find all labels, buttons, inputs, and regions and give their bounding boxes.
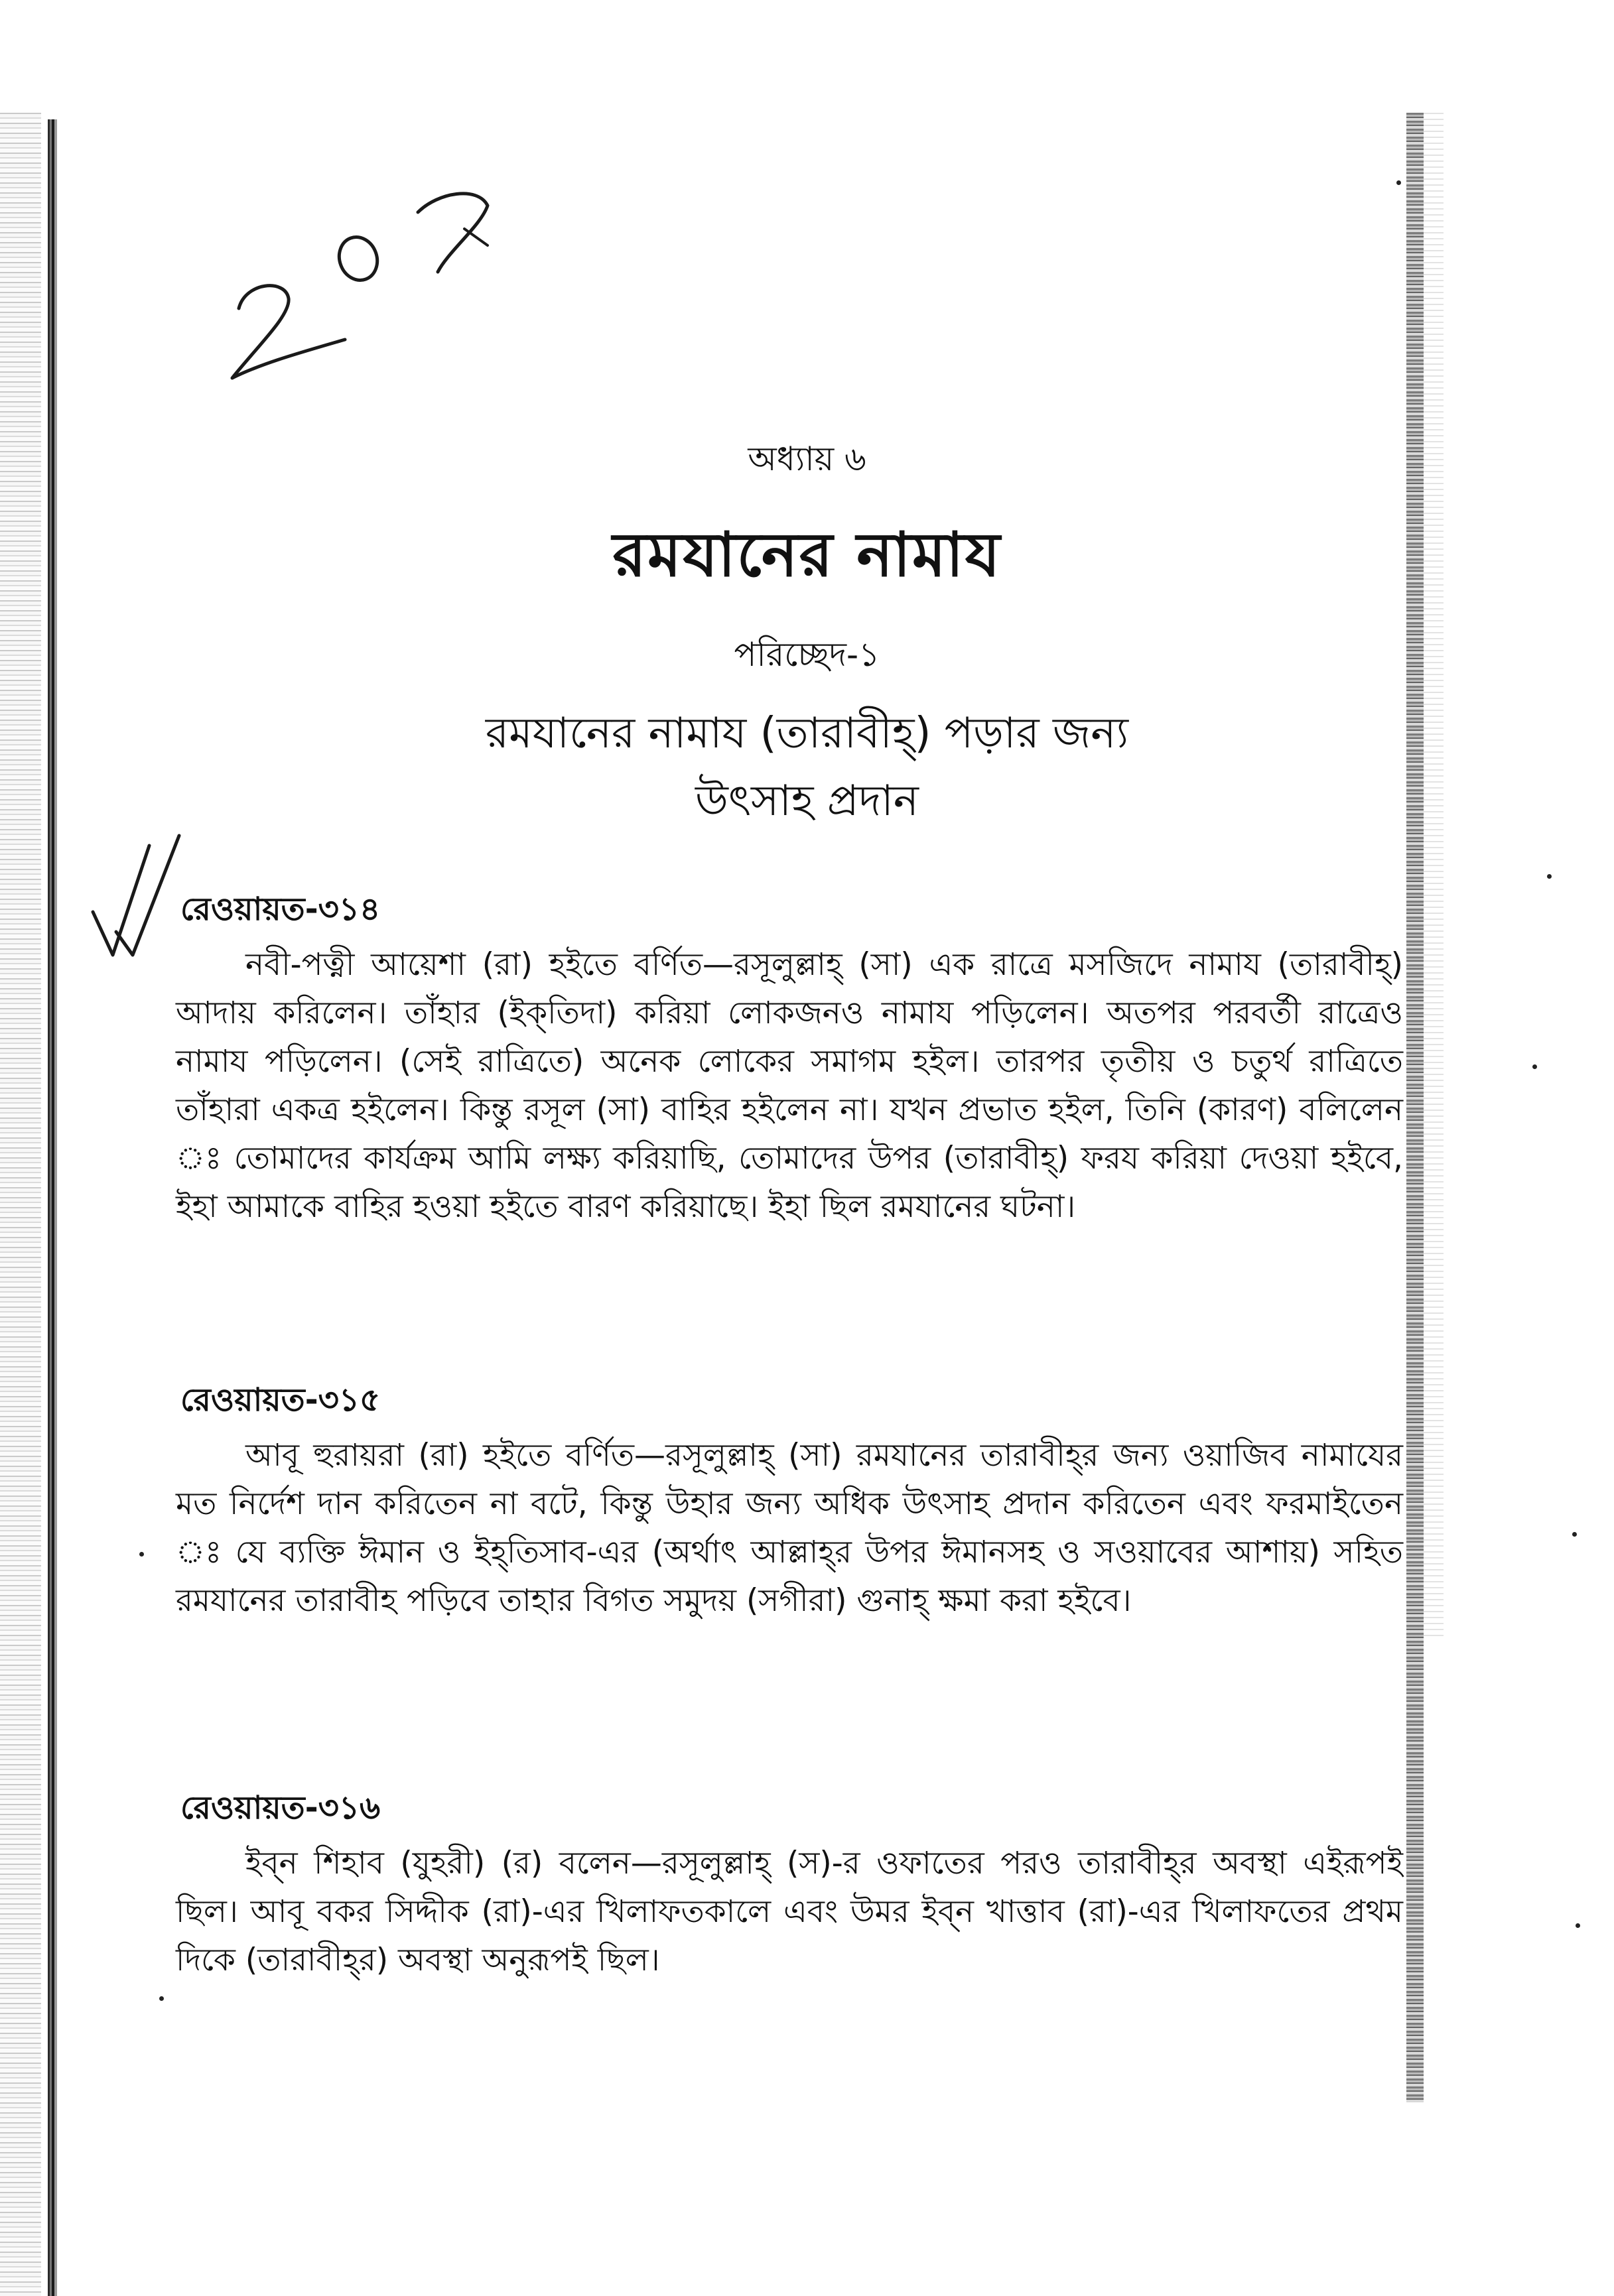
scan-speck (159, 1996, 164, 2001)
narration-text-body: ইব্‌ন শিহাব (যুহরী) (র) বলেন—রসূলুল্লাহ্ (স)-র ওফাতের পরও তারাবীহ্‌র অবস্থা এইরূপই ছিল। আবূ বকর সিদ্দীক (রা)-এর খিলাফতকালে এবং উমর ইব্‌ন খাত্তাব (রা)-এর খিলাফতের প্রথম দিকে (তারাবীহ্‌র) অবস্থা অনুরূপই ছিল। (176, 1845, 1403, 1978)
narration-heading: রেওয়ায়ত-৩১৬ (180, 1789, 381, 1826)
narration-text (176, 940, 1403, 1231)
handwritten-page-number (219, 166, 524, 405)
section-title (0, 700, 1614, 835)
narration-text-body: নবী-পত্নী আয়েশা (রা) হইতে বর্ণিত—রসূলুল্লাহ্ (সা) এক রাত্রে মসজিদে নামায (তারাবীহ্) আদায় করিলেন। তাঁহার (ইক্‌তিদা) করিয়া লোকজনও নামায পড়িলেন। অতপর পরবর্তী রাত্রেও নামায পড়িলেন। (সেই রাত্রিতে) অনেক লোকের সমাগম হইল। তারপর তৃতীয় ও চতুর্থ রাত্রিতে তাঁহারা একত্র হইলেন। কিন্তু রসূল (সা) বাহির হইলেন না। যখন প্রভাত হইল, তিনি (কারণ) বলিলেন ঃ তোমাদের কার্যক্রম আমি লক্ষ্য করিয়াছি, তোমাদের উপর (তারাবীহ্) ফরয করিয়া দেওয়া হইবে, ইহা আমাকে বাহির হওয়া হইতে বারণ করিয়াছে। ইহা ছিল রমযানের ঘটনা। (176, 946, 1403, 1225)
chapter-title: রমযানের নামায (612, 519, 1002, 590)
scan-speck (139, 1552, 144, 1557)
section-title-line-1: রমযানের নামায (তারাবীহ্) পড়ার জন্য (485, 709, 1129, 758)
section-title-line-2: উৎসাহ প্রদান (695, 777, 919, 826)
narration-text-body: আবূ হুরায়রা (রা) হইতে বর্ণিত—রসূলুল্লাহ্ (সা) রমযানের তারাবীহ্‌র জন্য ওয়াজিব নামাযের মত নির্দেশ দান করিতেন না বটে, কিন্তু উহার জন্য অধিক উৎসাহ প্রদান করিতেন এবং ফরমাইতেন ঃ যে ব্যক্তি ঈমান ও ইহ্‌তিসাব-এর (অর্থাৎ আল্লাহ্‌র উপর ঈমানসহ ও সওয়াবের আশায়) সহিত রমযানের তারাবীহ পড়িবে তাহার বিগত সমুদয় (সগীরা) গুনাহ্ ক্ষমা করা হইবে। (176, 1437, 1403, 1619)
scan-speck (1572, 1532, 1577, 1537)
narration-heading: রেওয়ায়ত-৩১৫ (180, 1381, 381, 1419)
narration-text (176, 1839, 1403, 1984)
scan-speck (1576, 1923, 1580, 1928)
scan-right-edge-noise (1406, 113, 1424, 2102)
scan-speck (1396, 180, 1401, 185)
scan-speck (1532, 1064, 1537, 1069)
scan-speck (1547, 874, 1552, 879)
section-label: পরিচ্ছেদ-১ (734, 635, 880, 674)
narration-heading: রেওয়ায়ত-৩১৪ (180, 891, 381, 928)
chapter-number: অধ্যায় ৬ (748, 440, 866, 478)
scan-right-edge-fade (1424, 113, 1444, 1638)
narration-text (176, 1431, 1403, 1625)
